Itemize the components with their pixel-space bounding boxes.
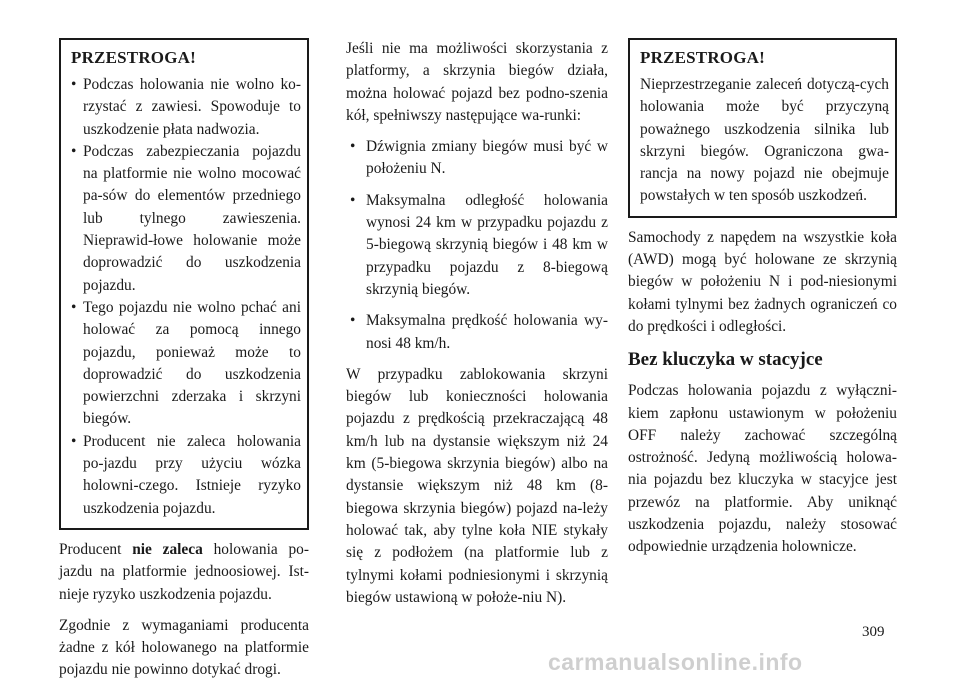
condition-item: • Maksymalna odległość holowania wynosi 24 km w przypadku pojazdu z 5-biegową skrzynią biegów i 48 km w przypadku pojazdu z 8-biegową skrzynią biegów. (346, 190, 608, 301)
condition-item: • Maksymalna prędkość holowania wy-nosi 48 km/h. (346, 310, 608, 355)
caution-box-right (628, 38, 897, 218)
text-span: holowania po-jazdu na platformie jednoosiowej. Ist-nieje ryzyko uszkodzenia pojazdu. (59, 540, 309, 603)
paragraph-awd: Samochody z napędem na wszystkie koła (AWD) mogą być holowane ze skrzynią biegów w położeniu N i pod-niesionymi kołami tylnymi bez żadnych ograniczeń co do prędkości i odległości. (628, 228, 897, 335)
caution-box-left (59, 38, 309, 530)
page-number: 309 (862, 624, 885, 640)
caution-title: PRZESTROGA! (71, 48, 196, 67)
middle-column (346, 38, 608, 618)
caution-item: • Podczas holowania nie wolno ko-rzystać z zawiesi. Spowoduje to uszkodzenie płata nadwozia. (71, 74, 301, 141)
caution-item: • Podczas zabezpieczania pojazdu na platformie nie wolno mocować pa-sów do elementów przedniego lub tylnego zawieszenia. Nieprawid-łowe holowanie może doprowadzić do uszkodzenia pojazdu. (71, 141, 301, 297)
paragraph-platform (59, 539, 309, 606)
condition-item: • Dźwignia zmiany biegów musi być w położeniu N. (346, 136, 608, 181)
right-column (628, 38, 897, 568)
emphasis-not-recommended: nie zaleca (132, 540, 203, 558)
caution-text: Nieprzestrzeganie zaleceń dotyczą-cych holowania może być przyczyną poważnego uszkodzenia silnika lub skrzyni biegów. Ograniczona gwa-rancja na nowy pojazd nie obejmuje powstałych w ten sposób uszkodzeń. (640, 76, 889, 205)
left-column (59, 38, 309, 691)
text-span: Producent (59, 540, 133, 558)
section-heading: Bez kluczyka w stacyjce (628, 349, 823, 371)
caution-item: • Producent nie zaleca holowania po-jazdu przy użyciu wózka holowni-czego. Istnieje ryzyko uszkodzenia pojazdu. (71, 431, 301, 520)
caution-list (71, 74, 301, 520)
conditions-list (346, 136, 608, 355)
caution-title: PRZESTROGA! (640, 48, 765, 67)
caution-item: • Tego pojazdu nie wolno pchać ani holować za pomocą innego pojazdu, ponieważ może to doprowadzić do uszkodzenia powierzchni zderzaka i skrzyni biegów. (71, 297, 301, 431)
watermark: carmanualsonline.info (548, 649, 803, 675)
paragraph-no-key: Podczas holowania pojazdu z wyłączni-kiem zapłonu ustawionym w położeniu OFF należy zachować szczególną ostrożność. Jedyną możliwością holowa-nia pojazdu bez kluczyka w stacyjce jest przewóz na platformie. Aby uniknąć uszkodzenia pojazdu, należy stosować odpowiednie urządzenia holownicze. (628, 382, 897, 556)
paragraph-blocked-transmission: W przypadku zablokowania skrzyni biegów lub konieczności holowania pojazdu z prędkością przekraczającą 48 km/h lub na dystansie większym niż 24 km (5-biegowa skrzynia biegów) albo na dystansie większym niż 48 km (8-biegowa skrzynia biegów) pojazd na-leży holować tak, aby tylne koła NIE stykały się z podłożem (na platformie lub z tylnymi kołami podniesionymi i skrzynią biegów ustawioną w położe-niu N). (346, 365, 608, 606)
paragraph-intro: Jeśli nie ma możliwości skorzystania z platformy, a skrzynia biegów działa, można holować pojazd bez podno-szenia kół, spełniwszy następujące wa-runki: (346, 40, 608, 124)
paragraph-wheels: Zgodnie z wymaganiami producenta żadne z kół holowanego na platformie pojazdu nie powinno dotykać drogi. (59, 616, 309, 679)
